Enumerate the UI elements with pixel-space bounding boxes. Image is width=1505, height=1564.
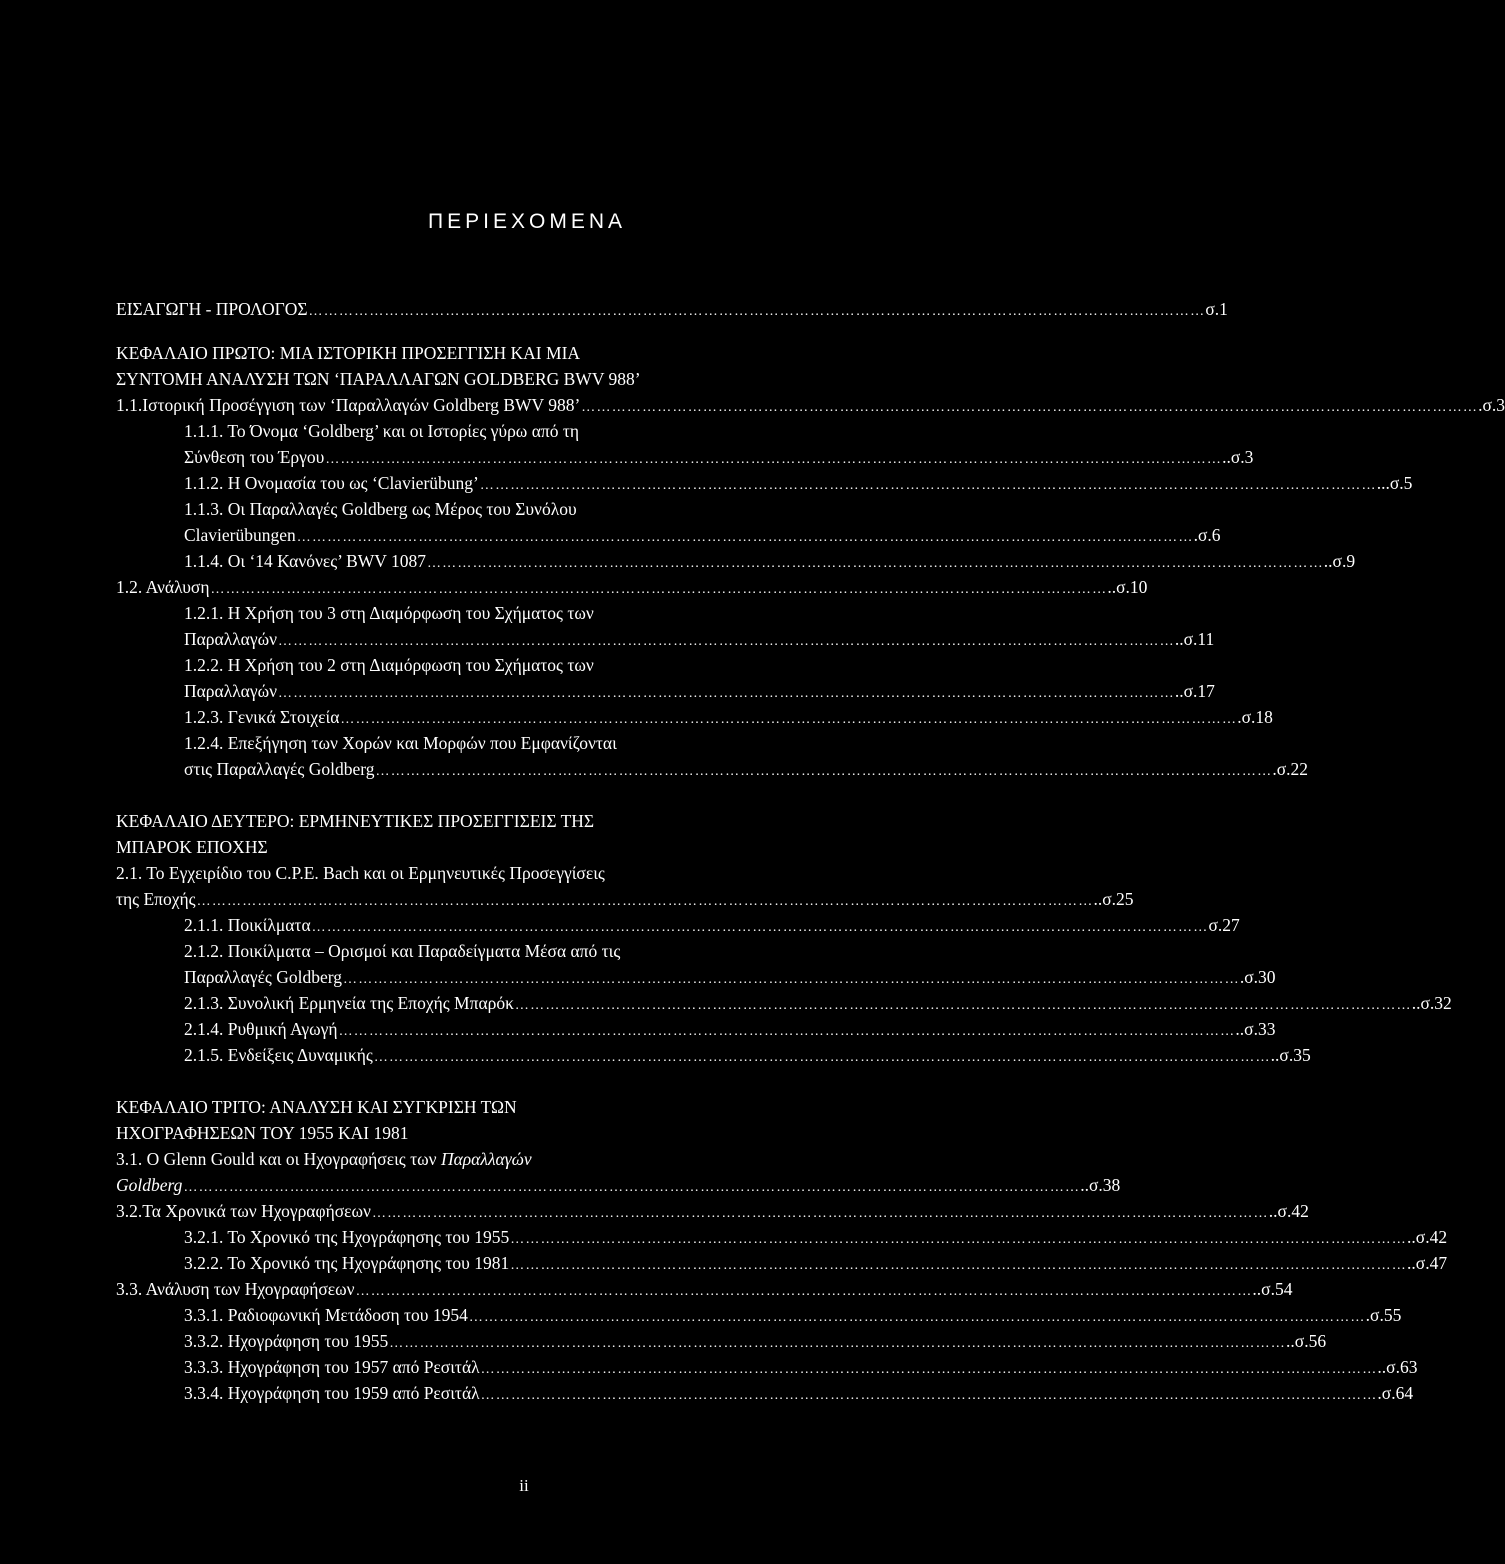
dot-leader: …………………………………………………………………………………………………………………………………………………………… [510, 1258, 1408, 1273]
toc-page-ref: ..σ.25 [1093, 889, 1134, 909]
toc-page-ref: .σ.3 [1478, 395, 1505, 415]
toc-entry-text: Clavierübungen [184, 525, 296, 545]
toc-page-ref: ..σ.11 [1174, 629, 1215, 649]
dot-leader: …………………………………………………………………………………………………………………………………………………………… [373, 1050, 1271, 1065]
toc-page-ref: ...σ.5 [1376, 473, 1413, 493]
toc-page-ref: ..σ.54 [1252, 1279, 1293, 1299]
toc-entry [184, 1016, 1276, 1042]
toc-page-ref: .σ.22 [1272, 759, 1308, 779]
dot-leader: …………………………………………………………………………………………………………………………………………………………… [480, 1388, 1378, 1403]
toc-entry [116, 1094, 517, 1120]
toc-entry-text: 3.2.2. Το Χρονικό της Ηχογράφησης του 1981 [184, 1253, 510, 1273]
toc-entry-text: 1.2.2. Η Χρήση του 2 στη Διαμόρφωση του Σχήματος των [184, 655, 594, 675]
toc-entry-text: 3.3. Ανάλυση των Ηχογραφήσεων [116, 1279, 355, 1299]
toc-entry [184, 496, 577, 522]
toc-entry [116, 296, 1228, 322]
toc-entry [184, 990, 1452, 1016]
dot-leader: …………………………………………………………………………………………………………………………………………………………… [355, 1284, 1253, 1299]
toc-page-ref: ..σ.17 [1174, 681, 1215, 701]
toc-entry [184, 912, 1240, 938]
toc-page-ref: ..σ.32 [1411, 993, 1452, 1013]
dot-leader: …………………………………………………………………………………………………………………………………………………………… [325, 452, 1223, 467]
toc-entry [184, 1042, 1311, 1068]
toc-entry [184, 522, 1221, 548]
toc-entry-text: 1.1.3. Οι Παραλλαγές Goldberg ως Μέρος του Συνόλου [184, 499, 577, 519]
dot-leader: …………………………………………………………………………………………………………………………………………………………… [196, 894, 1094, 909]
toc-entry [116, 340, 580, 366]
toc-entry [184, 1328, 1327, 1354]
dot-leader: …………………………………………………………………………………………………………………………………………………………… [480, 1362, 1378, 1377]
toc-entry-text: 3.2.1. Το Χρονικό της Ηχογράφησης του 1955 [184, 1227, 510, 1247]
toc-page-ref: ..σ.10 [1107, 577, 1148, 597]
toc-entry [184, 756, 1308, 782]
toc-entry-text: ΚΕΦΑΛΑΙΟ ΔΕΥΤΕΡΟ: ΕΡΜΗΝΕΥΤΙΚΕΣ ΠΡΟΣΕΓΓΙΣΕΙΣ ΤΗΣ [116, 811, 595, 831]
toc-entry-text: 2.1.5. Ενδείξεις Δυναμικής [184, 1045, 373, 1065]
dot-leader: …………………………………………………………………………………………………………………………………………………………… [375, 764, 1273, 779]
toc-page-ref: .σ.64 [1377, 1383, 1414, 1403]
toc-page-ref: ..σ.47 [1407, 1253, 1448, 1273]
toc-page-ref: .σ.30 [1239, 967, 1276, 987]
toc-page-ref: .σ.6 [1193, 525, 1221, 545]
toc-entry [184, 626, 1215, 652]
toc-entry-italic-text: Goldberg [116, 1175, 183, 1195]
toc-entry-text: 2.1. Το Εγχειρίδιο του C.P.E. Bach και οι Ερμηνευτικές Προσεγγίσεις [116, 863, 605, 883]
dot-leader: …………………………………………………………………………………………………………………………………………………………… [468, 1310, 1366, 1325]
toc-entry-text: ΚΕΦΑΛΑΙΟ ΠΡΩΤΟ: ΜΙΑ ΙΣΤΟΡΙΚΗ ΠΡΟΣΕΓΓΙΣΗ ΚΑΙ ΜΙΑ [116, 343, 581, 363]
toc-page-ref: ..σ.3 [1222, 447, 1254, 467]
dot-leader: …………………………………………………………………………………………………………………………………………………………… [340, 712, 1238, 727]
toc-entry [184, 1224, 1448, 1250]
toc-entry-text: 3.3.3. Ηχογράφηση του 1957 από Ρεσιτάλ [184, 1357, 480, 1377]
dot-leader: …………………………………………………………………………………………………………………………………………………………… [296, 530, 1194, 545]
toc-entry [184, 600, 594, 626]
toc-entry-text: 1.2.1. Η Χρήση του 3 στη Διαμόρφωση του Σχήματος των [184, 603, 594, 623]
dot-leader: …………………………………………………………………………………………………………………………………………………………… [278, 686, 1175, 701]
toc-entry-text: 2.1.1. Ποικίλματα [184, 915, 311, 935]
toc-entry [184, 652, 594, 678]
dot-leader: …………………………………………………………………………………………………………………………………………………………… [514, 998, 1412, 1013]
toc-page-ref: ..σ.9 [1323, 551, 1356, 571]
dot-leader: …………………………………………………………………………………………………………………………………………………………… [308, 304, 1206, 319]
toc-entry [184, 1250, 1448, 1276]
toc-entry [184, 1380, 1414, 1406]
toc-entry [184, 964, 1276, 990]
page-number: ii [519, 1476, 529, 1495]
toc-entry-text: στις Παραλλαγές Goldberg [184, 759, 375, 779]
toc-entry-text: Παραλλαγών [184, 629, 278, 649]
toc-entry-text: 1.1.2. Η Ονομασία του ως ‘Clavierübung’ [184, 473, 479, 493]
toc-entry-text: 3.3.4. Ηχογράφηση του 1959 από Ρεσιτάλ [184, 1383, 480, 1403]
dot-leader: …………………………………………………………………………………………………………………………………………………………… [343, 972, 1240, 987]
toc-page-ref: ..σ.38 [1080, 1175, 1121, 1195]
toc-entry [184, 678, 1215, 704]
toc-entry-text: Σύνθεση του Έργου [184, 447, 325, 467]
toc-entry-text: της Εποχής [116, 889, 196, 909]
toc-entry-text: 1.1.1. Το Όνομα ‘Goldberg’ και οι Ιστορίες γύρω από τη [184, 421, 580, 441]
toc-entry-text: ΣΥΝΤΟΜΗ ΑΝΑΛΥΣΗ ΤΩΝ ‘ΠΑΡΑΛΛΑΓΩΝ GOLDBERG BWV 988’ [116, 369, 641, 389]
toc-entry-text: 3.2.Τα Χρονικά των Ηχογραφήσεων [116, 1201, 371, 1221]
page-title: ΠΕΡΙΕΧΟΜΕΝΑ [427, 210, 627, 233]
dot-leader: …………………………………………………………………………………………………………………………………………………………… [581, 400, 1479, 415]
toc-page-ref: ..σ.35 [1270, 1045, 1311, 1065]
toc-entry [184, 418, 579, 444]
dot-leader: …………………………………………………………………………………………………………………………………………………………… [510, 1232, 1408, 1247]
dot-leader: …………………………………………………………………………………………………………………………………………………………… [311, 920, 1209, 935]
dot-leader: …………………………………………………………………………………………………………………………………………………………… [426, 556, 1324, 571]
toc-page-ref: ..σ.42 [1268, 1201, 1309, 1221]
dot-leader: …………………………………………………………………………………………………………………………………………………………… [210, 582, 1108, 597]
toc-entry-text: ΗΧΟΓΡΑΦΗΣΕΩΝ ΤΟΥ 1955 ΚΑΙ 1981 [116, 1123, 409, 1143]
toc-entry [116, 886, 1134, 912]
toc-entry-italic-text: Παραλλαγών [440, 1149, 532, 1169]
toc-entry-text: ΚΕΦΑΛΑΙΟ ΤΡΙΤΟ: ΑΝΑΛΥΣΗ ΚΑΙ ΣΥΓΚΡΙΣΗ ΤΩΝ [116, 1097, 517, 1117]
toc-entry [116, 808, 594, 834]
toc-page-ref: .σ.55 [1365, 1305, 1402, 1325]
toc-entry [116, 1120, 408, 1146]
toc-entry-text: Παραλλαγές Goldberg [184, 967, 343, 987]
toc-entry [116, 1172, 1121, 1198]
dot-leader: …………………………………………………………………………………………………………………………………………………………… [479, 478, 1377, 493]
toc-entry [116, 1276, 1293, 1302]
toc-page-ref: ..σ.42 [1407, 1227, 1448, 1247]
toc-page-ref: ..σ.56 [1286, 1331, 1327, 1351]
toc-entry-text: 1.1.Ιστορική Προσέγγιση των ‘Παραλλαγών Goldberg BWV 988’ [116, 395, 581, 415]
dot-leader: …………………………………………………………………………………………………………………………………………………………… [389, 1336, 1287, 1351]
toc-entry-text: ΕΙΣΑΓΩΓΗ - ΠΡΟΛΟΓΟΣ [116, 299, 308, 319]
toc-entry [116, 574, 1148, 600]
toc-entry [184, 548, 1356, 574]
toc-entry [116, 1146, 532, 1172]
toc-entry-text: 2.1.3. Συνολική Ερμηνεία της Εποχής Μπαρόκ [184, 993, 514, 1013]
toc-entry-text: 2.1.4. Ρυθμική Αγωγή [184, 1019, 338, 1039]
toc-entry [116, 366, 641, 392]
toc-entry [116, 860, 605, 886]
toc-page-ref: ..σ.63 [1377, 1357, 1418, 1377]
toc-entry-text: ΜΠΑΡΟΚ ΕΠΟΧΗΣ [116, 837, 268, 857]
toc-entry [116, 392, 1505, 418]
toc-page-ref: ..σ.33 [1235, 1019, 1276, 1039]
toc-entry [184, 704, 1273, 730]
toc-entry-text: Παραλλαγών [184, 681, 278, 701]
toc-entry [116, 1198, 1309, 1224]
toc-entry [184, 730, 617, 756]
toc-entry-text: 1.2.4. Επεξήγηση των Χορών και Μορφών που Εμφανίζονται [184, 733, 617, 753]
toc-entry-text: 3.3.1. Ραδιοφωνική Μετάδοση του 1954 [184, 1305, 468, 1325]
toc-entry [184, 938, 620, 964]
toc-entry [184, 1354, 1418, 1380]
toc-entry-text: 1.2.3. Γενικά Στοιχεία [184, 707, 340, 727]
toc-entry-text: 1.2. Ανάλυση [116, 577, 210, 597]
toc-entry [116, 834, 268, 860]
toc-entry [184, 1302, 1402, 1328]
dot-leader: …………………………………………………………………………………………………………………………………………………………… [338, 1024, 1236, 1039]
toc-entry [184, 470, 1413, 496]
dot-leader: …………………………………………………………………………………………………………………………………………………………… [371, 1206, 1269, 1221]
toc-entry-text: 3.1. Ο Glenn Gould και οι Ηχογραφήσεις των [116, 1149, 441, 1169]
toc-page-ref: σ.27 [1208, 915, 1240, 935]
toc-page-ref: .σ.18 [1237, 707, 1273, 727]
dot-leader: …………………………………………………………………………………………………………………………………………………………… [278, 634, 1175, 649]
toc-page-ref: σ.1 [1205, 299, 1228, 319]
toc-entry-text: 1.1.4. Οι ‘14 Κανόνες’ BWV 1087 [184, 551, 426, 571]
toc-entry [184, 444, 1254, 470]
dot-leader: …………………………………………………………………………………………………………………………………………………………… [183, 1180, 1081, 1195]
toc-entry-text: 2.1.2. Ποικίλματα – Ορισμοί και Παραδείγματα Μέσα από τις [184, 941, 621, 961]
toc-entry-text: 3.3.2. Ηχογράφηση του 1955 [184, 1331, 389, 1351]
